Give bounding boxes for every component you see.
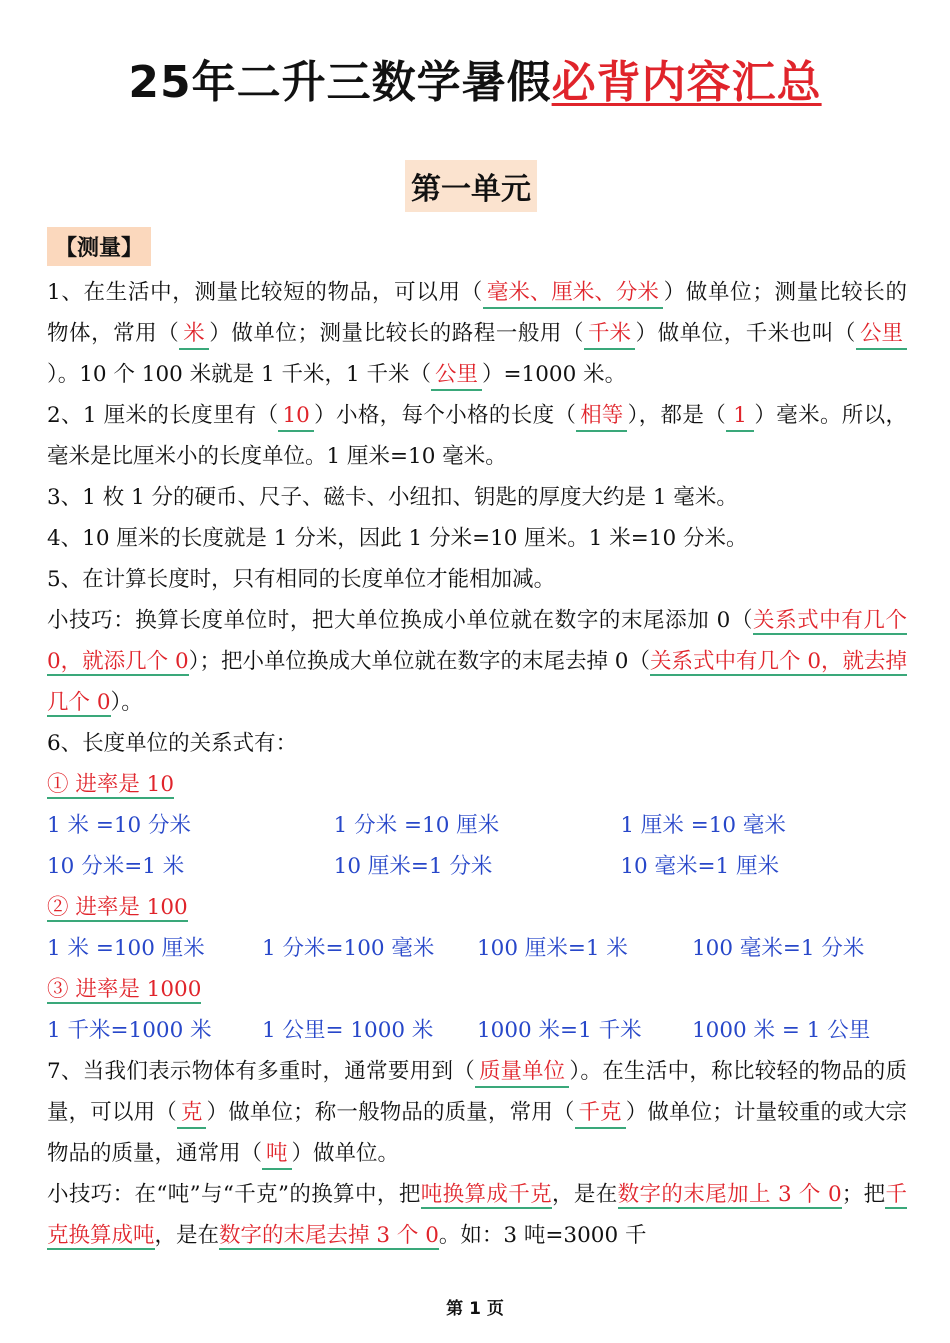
answer-blank: 公里 bbox=[431, 361, 482, 391]
highlight-text: 数字的末尾去掉 3 个 0 bbox=[219, 1223, 439, 1248]
rate-label: ① 进率是 10 bbox=[47, 772, 175, 797]
answer-blank: 千克 bbox=[575, 1099, 626, 1129]
tip-paragraph-1 bbox=[47, 600, 907, 723]
text: ）做单位；计量较重的或大宗物品的质量，通常用（ bbox=[47, 1100, 907, 1166]
relation: 1 公里= 1000 米 bbox=[262, 1018, 434, 1043]
text: 1、在生活中，测量比较短的物品，可以用（ bbox=[47, 280, 483, 305]
paragraph-7 bbox=[47, 1051, 907, 1174]
text: 。如：3 吨=3000 千 bbox=[438, 1223, 647, 1248]
tip-paragraph-2 bbox=[47, 1174, 907, 1256]
paragraph-5: 5、在计算长度时，只有相同的长度单位才能相加减。 bbox=[47, 567, 556, 592]
text: ；把 bbox=[841, 1182, 886, 1207]
answer-blank: 千米 bbox=[584, 320, 635, 350]
text: ）做单位；测量比较长的物体，常用（ bbox=[47, 280, 907, 346]
answer-blank: 克 bbox=[177, 1099, 207, 1129]
relation: 1 分米=100 毫米 bbox=[262, 936, 435, 961]
paragraph-3: 3、1 枚 1 分的硬币、尺子、磁卡、小纽扣、钥匙的厚度大约是 1 毫米。 bbox=[47, 485, 738, 510]
text: ）。在生活中，称比较轻的物品的质量，可以用（ bbox=[47, 1059, 907, 1125]
highlight-text: 关系式中有几个 0，就添几个 0 bbox=[47, 608, 907, 674]
relation: 10 毫米=1 厘米 bbox=[620, 854, 780, 879]
text: ，是在 bbox=[552, 1182, 618, 1207]
relation: 1000 米=1 千米 bbox=[477, 1018, 642, 1043]
unit-heading: 第一单元 bbox=[405, 160, 537, 212]
paragraph-2 bbox=[47, 395, 907, 477]
content-body bbox=[47, 272, 907, 1256]
text: ）做单位，千米也叫（ bbox=[635, 321, 856, 346]
answer-blank: 1 bbox=[726, 402, 754, 432]
answer-blank: 米 bbox=[179, 320, 209, 350]
relation: 1 米 =100 厘米 bbox=[47, 936, 205, 961]
highlight-text: 千克换算成吨 bbox=[47, 1182, 907, 1248]
text: ）毫米。所以，毫米是比厘米小的长度单位。1 厘米=10 毫米。 bbox=[47, 403, 907, 469]
rate-10-row-2 bbox=[47, 846, 907, 887]
title-part-black: 25年二升三数学暑假 bbox=[128, 57, 552, 108]
relation: 1 厘米 =10 毫米 bbox=[620, 813, 786, 838]
relation: 1 米 =10 分米 bbox=[47, 813, 192, 838]
text: ）小格，每个小格的长度（ bbox=[313, 403, 577, 428]
paragraph-4: 4、10 厘米的长度就是 1 分米，因此 1 分米=10 厘米。1 米=10 分米。 bbox=[47, 526, 748, 551]
rate-label: ③ 进率是 1000 bbox=[47, 977, 202, 1002]
page-number: 第 1 页 bbox=[446, 1299, 504, 1319]
answer-blank: 吨 bbox=[262, 1140, 292, 1170]
paragraph-1 bbox=[47, 272, 907, 395]
text: ）做单位；测量比较长的路程一般用（ bbox=[208, 321, 584, 346]
relation: 1 千米=1000 米 bbox=[47, 1018, 212, 1043]
text: 小技巧：在“吨”与“千克”的换算中，把 bbox=[47, 1182, 421, 1207]
text: ）做单位。 bbox=[291, 1141, 400, 1166]
highlight-text: 关系式中有几个 0，就去掉几个 0 bbox=[47, 649, 908, 715]
rate-label: ② 进率是 100 bbox=[47, 895, 188, 920]
section-heading: 【测量】 bbox=[47, 227, 151, 266]
text: ）；把小单位换成大单位就在数字的末尾去掉 0（ bbox=[188, 649, 650, 674]
relation: 100 毫米=1 分米 bbox=[692, 936, 865, 961]
text: 2、1 厘米的长度里有（ bbox=[47, 403, 279, 428]
answer-blank: 相等 bbox=[576, 402, 627, 432]
text: ），都是（ bbox=[627, 403, 727, 428]
answer-blank: 毫米、厘米、分米 bbox=[483, 279, 663, 309]
relation: 10 厘米=1 分米 bbox=[333, 854, 493, 879]
relation: 10 分米=1 米 bbox=[47, 854, 185, 879]
answer-blank: 10 bbox=[278, 402, 313, 432]
text: ，是在 bbox=[154, 1223, 220, 1248]
relation: 1 分米 =10 厘米 bbox=[333, 813, 500, 838]
text: ）做单位；称一般物品的质量，常用（ bbox=[206, 1100, 575, 1125]
relation: 1000 米 = 1 公里 bbox=[692, 1018, 871, 1043]
text: ）=1000 米。 bbox=[482, 362, 627, 387]
relation: 100 厘米=1 米 bbox=[477, 936, 628, 961]
rate-1000-heading bbox=[47, 969, 907, 1010]
text: ）。10 个 100 米就是 1 千米，1 千米（ bbox=[47, 362, 432, 387]
rate-10-row-1 bbox=[47, 805, 907, 846]
rate-100-row bbox=[47, 928, 907, 969]
text: ）。 bbox=[110, 690, 143, 715]
highlight-text: 数字的末尾加上 3 个 0 bbox=[617, 1182, 842, 1207]
rate-10-heading bbox=[47, 764, 907, 805]
answer-blank: 质量单位 bbox=[475, 1058, 569, 1088]
title-part-red: 必背内容汇总 bbox=[551, 57, 822, 108]
page-title bbox=[0, 46, 950, 110]
text: 小技巧：换算长度单位时，把大单位换成小单位就在数字的末尾添加 0（ bbox=[47, 608, 754, 633]
rate-100-heading bbox=[47, 887, 907, 928]
paragraph-6: 6、长度单位的关系式有： bbox=[47, 731, 298, 756]
rate-1000-row bbox=[47, 1010, 907, 1051]
text: 7、当我们表示物体有多重时，通常要用到（ bbox=[47, 1059, 476, 1084]
highlight-text: 吨换算成千克 bbox=[420, 1182, 552, 1207]
answer-blank: 公里 bbox=[856, 320, 907, 350]
